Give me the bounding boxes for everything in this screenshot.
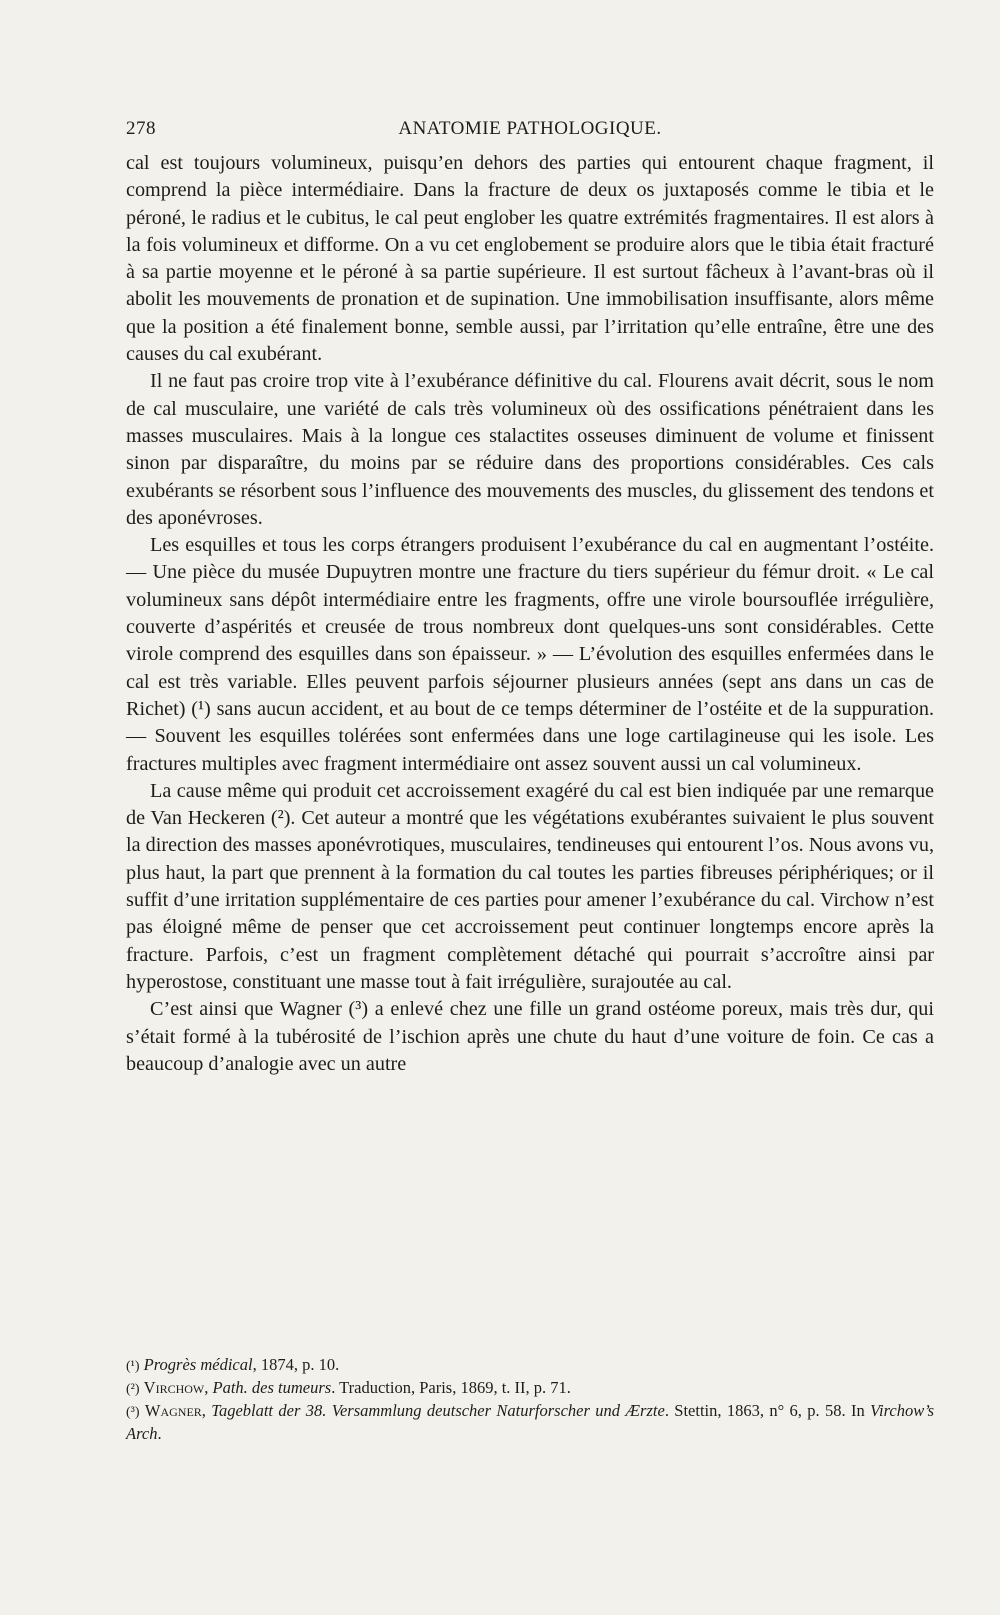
footnote-3: (³) Wagner, Tageblatt der 38. Versammlung deutscher Naturforscher und Ærzte. Stettin, 1863, n° 6, p. 58. In Virchow’s Arch. <box>126 1401 934 1443</box>
footnote-2: (²) Virchow, Path. des tumeurs. Traduction, Paris, 1869, t. II, p. 71. <box>126 1378 571 1397</box>
footnote-title: Path. des tumeurs <box>212 1378 332 1397</box>
footnote-text: . Traduction, Paris, 1869, t. II, p. 71. <box>331 1378 571 1397</box>
page-number: 278 <box>126 118 156 139</box>
footnote-1 <box>126 1354 934 1377</box>
footnote-marker: (¹) <box>126 1359 140 1374</box>
paragraph-3: Les esquilles et tous les corps étrangers produisent l’exubérance du cal en augmentant l’ostéite. — Une pièce du musée Dupuytren montre une fracture du tiers supérieur du fémur droit. « Le cal volumineux sans dépôt intermédiaire entre les fragments, offre une virole boursouflée irrégulière, couverte d’aspérités et creusée de trous nombreux dont quelques-uns sont considérables. Cette virole comprend des esquilles dans son épaisseur. » — L’évolution des esquilles enfermées dans le cal est très variable. Elles peuvent parfois séjourner plusieurs années (sept ans dans un cas de Richet) (¹) sans aucun accident, et au bout de ce temps déterminer de l’ostéite et de la suppuration. — Souvent les esquilles tolérées sont enfermées dans une loge cartilagineuse qui les isole. Les fractures multiples avec fragment intermédiaire ont assez souvent aussi un cal volumineux. <box>126 534 934 775</box>
footnote-text: , 1874, p. 10. <box>252 1355 340 1374</box>
footnote-title: Tageblatt der 38. Versammlung deutscher Naturforscher und Ærzte <box>211 1401 665 1420</box>
footnote-author: Wagner <box>144 1401 202 1420</box>
paragraph-5: C’est ainsi que Wagner (³) a enlevé chez une fille un grand ostéome poreux, mais très dur, qui s’était formé à la tubérosité de l’ischion après une chute du haut d’une voiture de foin. Ce cas a beaucoup d’analogie avec un autre <box>126 998 934 1075</box>
body-text <box>126 150 934 1078</box>
paragraph-1: cal est toujours volumineux, puisqu’en dehors des parties qui entourent chaque fragment, il comprend la pièce intermédiaire. Dans la fracture de deux os juxtaposés comme le tibia et le péroné, le radius et le cubitus, le cal peut englober les quatre extrémités fragmentaires. Il est alors à la fois volumineux et difforme. On a vu cet englobement se produire alors que le tibia était fracturé à sa partie moyenne et le péroné à sa partie supérieure. Il est surtout fâcheux à l’avant-bras où il abolit les mouvements de pronation et de supination. Une immobilisation insuffisante, alors même que la position a été finalement bonne, semble aussi, par l’irritation qu’elle entraîne, être une des causes du cal exubérant. <box>126 152 934 366</box>
footnote-text: . Stettin, 1863, n° 6, p. 58. In <box>664 1401 871 1420</box>
footnote-title: Progrès médical <box>143 1355 253 1374</box>
footnote-title-2: Virchow’s Arch <box>126 1401 934 1443</box>
paragraph-4: La cause même qui produit cet accroissement exagéré du cal est bien indiquée par une remarque de Van Heckeren (²). Cet auteur a montré que les végétations exubérantes suivaient le plus souvent la direction des masses aponévrotiques, musculaires, tendineuses qui entourent l’os. Nous avons vu, plus haut, la part que prennent à la formation du cal toutes les parties fibreuses périphériques; or il suffit d’une irritation supplémentaire de ces parties pour amener l’exubérance du cal. Virchow n’est pas éloigné même de penser que cet accroissement peut continuer longtemps encore après la fracture. Parfois, c’est un fragment complètement détaché qui pourrait s’accroître ainsi par hyperostose, constituant une masse tout à fait irrégulière, surajoutée au cal. <box>126 779 934 993</box>
footnote-author: Virchow <box>143 1378 205 1397</box>
footnote-end: . <box>157 1424 162 1443</box>
footnote-marker: (³) <box>126 1405 140 1420</box>
page-header <box>126 114 934 146</box>
footnote-marker: (²) <box>126 1382 140 1397</box>
paragraph-2: Il ne faut pas croire trop vite à l’exubérance définitive du cal. Flourens avait décrit, sous le nom de cal musculaire, une variété de cals très volumineux où des ossifications pénétraient dans les masses musculaires. Mais à la longue ces stalactites osseuses diminuent de volume et finissent sinon par disparaître, du moins par se réduire dans des proportions considérables. Ces cals exubérants se résorbent sous l’influence des mouvements des muscles, du glissement des tendons et des aponévroses. <box>126 370 934 529</box>
footnotes <box>126 1354 934 1444</box>
running-title: ANATOMIE PATHOLOGIQUE. <box>398 118 662 139</box>
